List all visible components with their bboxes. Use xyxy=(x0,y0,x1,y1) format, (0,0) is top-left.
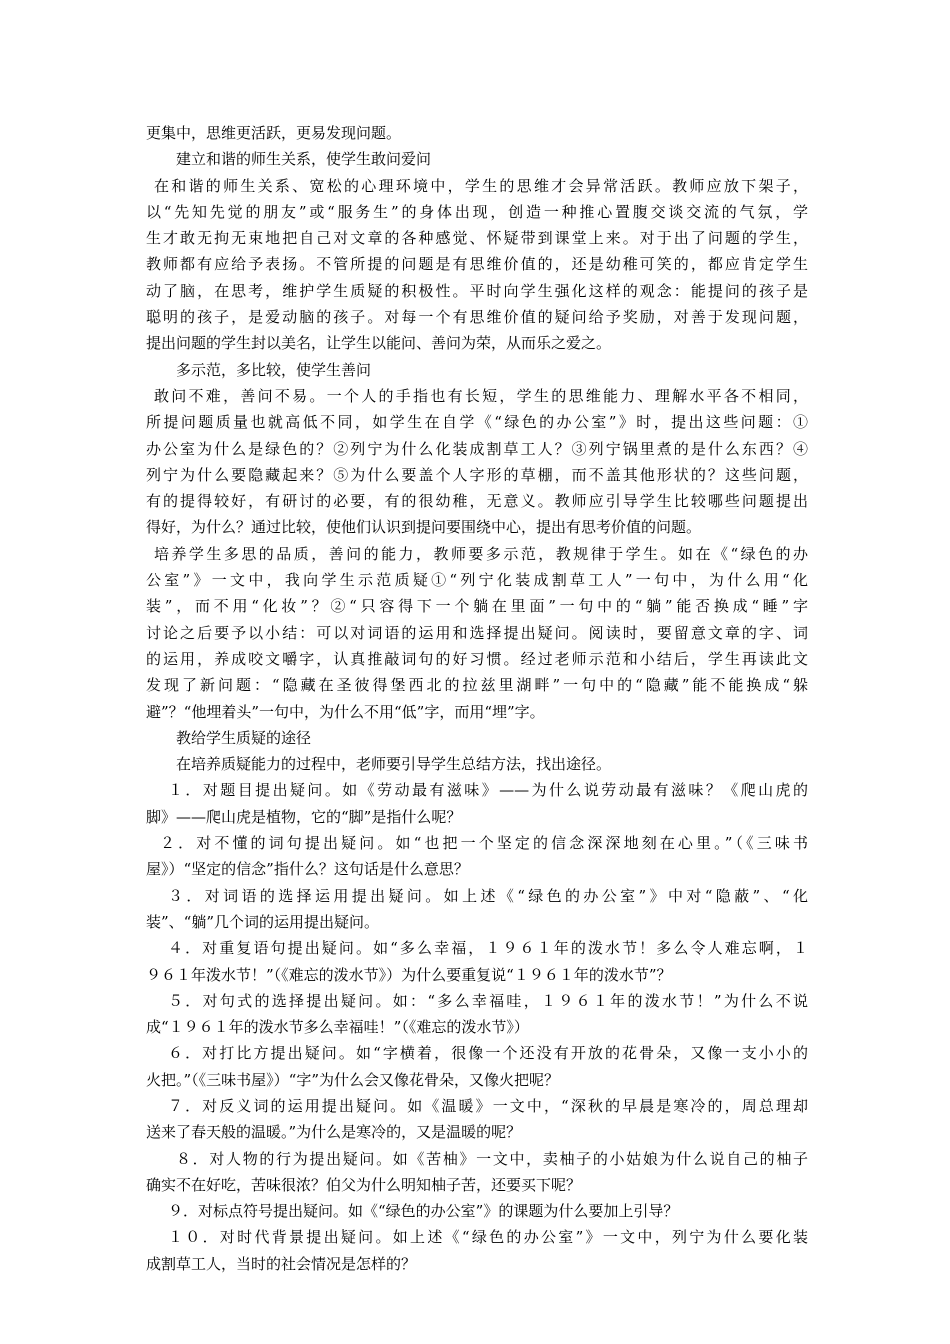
text-line: ６．对打比方提出疑问。如“字横着，很像一个还没有开放的花骨朵，又像一支小小的 xyxy=(168,1044,808,1063)
text-line: 发现了新问题：“隐藏在圣彼得堡西北的拉兹里湖畔”一句中的“隐藏”能不能换成“躲 xyxy=(146,676,808,695)
text-line: 以“先知先觉的朋友”或“服务生”的身体出现，创造一种推心置腹交谈交流的气氛，学 xyxy=(146,202,808,221)
text-line: 在和谐的师生关系、宽松的心理环境中，学生的思维才会异常活跃。教师应放下架子， xyxy=(154,176,808,195)
text-line: 装”，而不用“化妆”？②“只容得下一个躺在里面”一句中的“躺”能否换成“睡”字 xyxy=(146,597,808,616)
text-line: ９．对标点符号提出疑问。如《“绿色的办公室”》的课题为什么要加上引导？ xyxy=(168,1202,679,1221)
text-line: ７．对反义词的运用提出疑问。如《温暖》一文中，“深秋的早晨是寒冷的，周总理却 xyxy=(168,1096,808,1115)
text-line: 有的提得较好，有研讨的必要，有的很幼稚，无意义。教师应引导学生比较哪些问题提出 xyxy=(146,492,808,511)
text-line: ８．对人物的行为提出疑问。如《苦柚》一文中，卖柚子的小姑娘为什么说自己的柚子 xyxy=(176,1149,808,1168)
text-line: 得好，为什么？通过比较，使他们认识到提问要围绕中心，提出有思考价值的问题。 xyxy=(146,518,702,537)
text-line: 成“１９６１年的泼水节多么幸福哇！”（《难忘的泼水节》） xyxy=(146,1018,529,1037)
text-line: ５．对句式的选择提出疑问。如：“多么幸福哇，１９６１年的泼水节！”为什么不说 xyxy=(168,991,808,1010)
text-line: １．对题目提出疑问。如《劳动最有滋味》——为什么说劳动最有滋味？《爬山虎的 xyxy=(168,781,808,800)
text-line: 避”？“他埋着头”一句中，为什么不用“低”字，而用“埋”字。 xyxy=(146,702,545,721)
text-line: 提出问题的学生封以美名，让学生以能问、善问为荣，从而乐之爱之。 xyxy=(146,334,612,353)
section-heading: 多示范，多比较，使学生善问 xyxy=(176,360,372,379)
text-line: 动了脑，在思考，维护学生质疑的积极性。平时向学生强化这样的观念：能提问的孩子是 xyxy=(146,281,808,300)
section-heading: 教给学生质疑的途径 xyxy=(176,728,312,747)
text-line: 培养学生多思的品质，善问的能力，教师要多示范，教规律于学生。如在《“绿色的办 xyxy=(154,544,808,563)
text-line: ９６１年泼水节！”（《难忘的泼水节》）为什么要重复说“１９６１年的泼水节”？ xyxy=(146,965,672,984)
text-line: 装”、“躺”几个词的运用提出疑问。 xyxy=(146,912,380,931)
text-line: 列宁为什么要隐藏起来？⑤为什么要盖个人字形的草棚，而不盖其他形状的？这些问题， xyxy=(146,465,808,484)
text-line: 教师都有应给予表扬。不管所提的问题是有思维价值的，还是幼稚可笑的，都应肯定学生 xyxy=(146,255,808,274)
text-line: １０．对时代背景提出疑问。如上述《“绿色的办公室”》一文中，列宁为什么要化装 xyxy=(168,1228,808,1247)
text-line: 所提问题质量也就高低不同，如学生在自学《“绿色的办公室”》时，提出这些问题：① xyxy=(146,413,808,432)
text-line: 脚》——爬山虎是植物，它的“脚”是指什么呢？ xyxy=(146,807,462,826)
text-line: 的运用，养成咬文嚼字，认真推敲词句的好习惯。经过老师示范和小结后，学生再读此文 xyxy=(146,649,808,668)
text-line: 成割草工人，当时的社会情况是怎样的？ xyxy=(146,1254,417,1273)
text-line: 送来了春天般的温暖。”为什么是寒冷的，又是温暖的呢？ xyxy=(146,1123,522,1142)
section-heading: 建立和谐的师生关系，使学生敢问爱问 xyxy=(176,150,432,169)
text-line: 敢问不难，善问不易。一个人的手指也有长短，学生的思维能力、理解水平各不相同， xyxy=(154,386,808,405)
text-line: 讨论之后要予以小结：可以对词语的运用和选择提出疑问。阅读时，要留意文章的字、词 xyxy=(146,623,808,642)
text-line: ２．对不懂的词句提出疑问。如“也把一个坚定的信念深深地刻在心里。”（《三味书 xyxy=(160,834,808,853)
text-line: ４．对重复语句提出疑问。如“多么幸福，１９６１年的泼水节！多么令人难忘啊，１ xyxy=(168,939,808,958)
text-line: 在培养质疑能力的过程中，老师要引导学生总结方法，找出途径。 xyxy=(176,755,612,774)
text-line: 屋》）“坚定的信念”指什么？这句话是什么意思？ xyxy=(146,860,469,879)
text-line: 聪明的孩子，是爱动脑的孩子。对每一个有思维价值的疑问给予奖励，对善于发现问题， xyxy=(146,308,808,327)
document-page xyxy=(146,120,808,1277)
text-line: 确实不在好吃，苦味很浓？伯父为什么明知柚子苦，还要买下呢？ xyxy=(146,1175,582,1194)
text-line: 火把。”（《三味书屋》）“字”为什么会又像花骨朵，又像火把呢？ xyxy=(146,1070,560,1089)
text-line: 更集中，思维更活跃，更易发现问题。 xyxy=(146,124,402,142)
text-line: 公室”》一文中，我向学生示范质疑①“列宁化装成割草工人”一句中，为什么用“化 xyxy=(146,571,808,590)
text-line: 办公室为什么是绿色的？②列宁为什么化装成割草工人？③列宁锅里煮的是什么东西？④ xyxy=(146,439,808,458)
text-line: 生才敢无拘无束地把自己对文章的各种感觉、怀疑带到课堂上来。对于出了问题的学生， xyxy=(146,229,808,248)
text-line: ３．对词语的选择运用提出疑问。如上述《“绿色的办公室”》中对“隐蔽”、“化 xyxy=(168,886,808,905)
